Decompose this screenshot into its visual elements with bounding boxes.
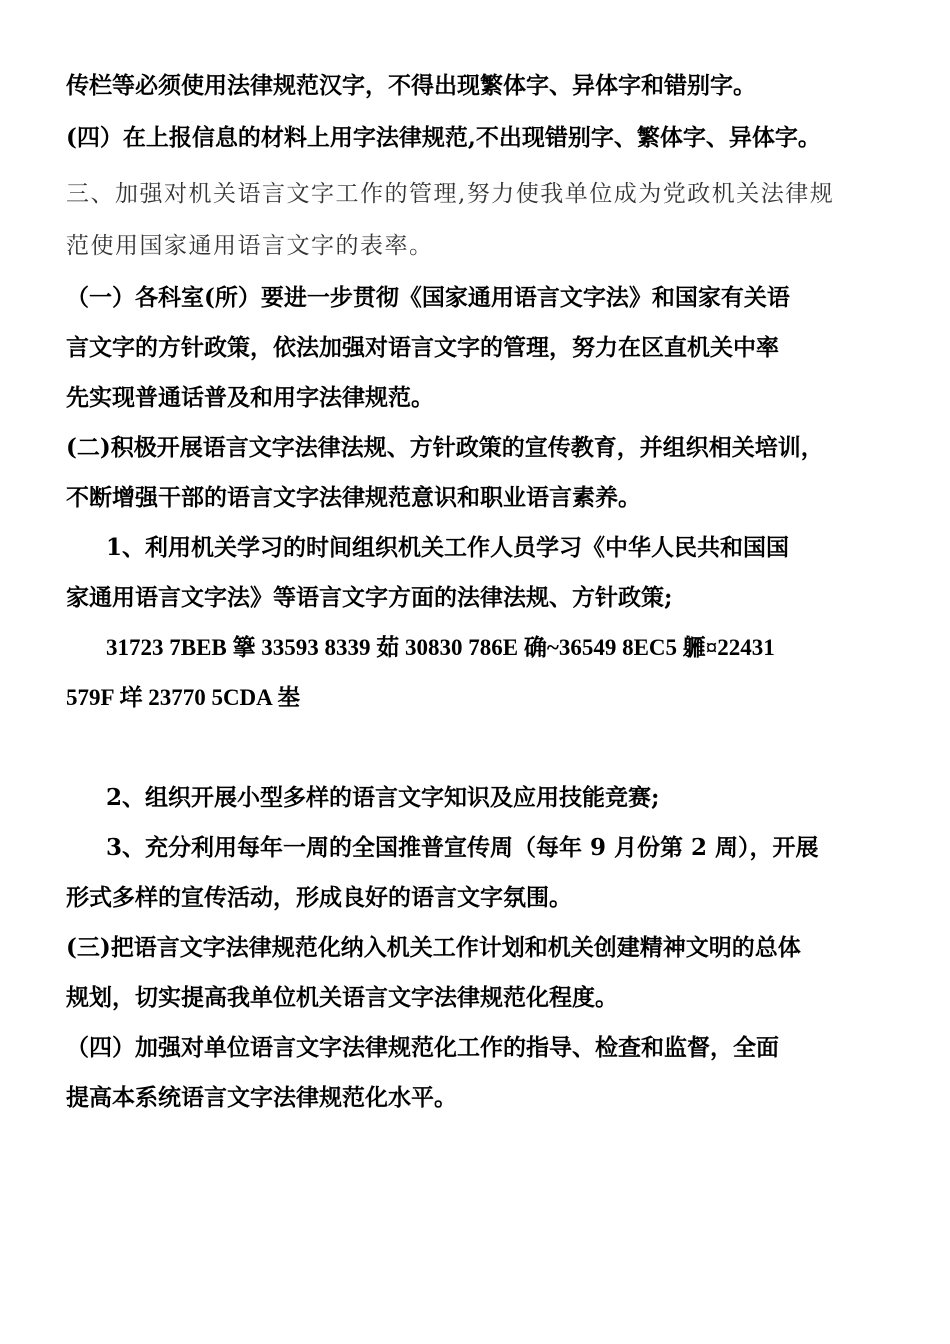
code-line-2: 579F 垟 23770 5CDA 峚 — [66, 685, 301, 710]
code-line-1: 31723 7BEB 篫 33593 8339 茹 30830 786E 确~36549 8EC5 軅¤22431 — [106, 635, 775, 660]
item-1-line-2: 言文字的方针政策，依法加强对语言文字的管理，努力在区直机关中率 — [66, 334, 779, 361]
subitem-3-line-1: 3、充分利用每年一周的全国推普宣传周（每年 9 月份第 2 周），开展 — [106, 834, 819, 861]
subitem-3-line-2: 形式多样的宣传活动，形成良好的语言文字氛围。 — [66, 884, 572, 911]
section-heading-3-line-1: 三、加强对机关语言文字工作的管理,努力使我单位成为党政机关法律规 — [66, 181, 835, 207]
item-3-line-2: 规划，切实提高我单位机关语言文字法律规范化程度。 — [66, 984, 618, 1011]
item-2-line-2: 不断增强干部的语言文字法律规范意识和职业语言素养。 — [66, 484, 641, 511]
text-line-2: (四）在上报信息的材料上用字法律规范,不出现错别字、繁体字、异体字。 — [66, 124, 821, 151]
item-1-line-3: 先实现普通话普及和用字法律规范。 — [66, 384, 434, 411]
item-2-line-1: (二)积极开展语言文字法律法规、方针政策的宣传教育，并组织相关培训， — [66, 434, 824, 461]
item-4-line-2: 提高本系统语言文字法律规范化水平。 — [66, 1084, 457, 1111]
text-line-1: 传栏等必须使用法律规范汉字，不得出现繁体字、异体字和错别字。 — [66, 72, 756, 99]
item-4-line-1: （四）加强对单位语言文字法律规范化工作的指导、检查和监督，全面 — [66, 1034, 779, 1061]
item-3-line-1: (三)把语言文字法律规范化纳入机关工作计划和机关创建精神文明的总体 — [66, 934, 801, 961]
subitem-1-line-1: 1、利用机关学习的时间组织机关工作人员学习《中华人民共和国国 — [106, 534, 790, 561]
subitem-2: 2、组织开展小型多样的语言文字知识及应用技能竞赛; — [106, 784, 660, 811]
item-1-line-1: （一）各科室(所）要进一步贯彻《国家通用语言文字法》和国家有关语 — [66, 284, 790, 311]
subitem-1-line-2: 家通用语言文字法》等语言文字方面的法律法规、方针政策; — [66, 584, 673, 611]
section-heading-3-line-2: 范使用国家通用语言文字的表率。 — [66, 233, 434, 259]
